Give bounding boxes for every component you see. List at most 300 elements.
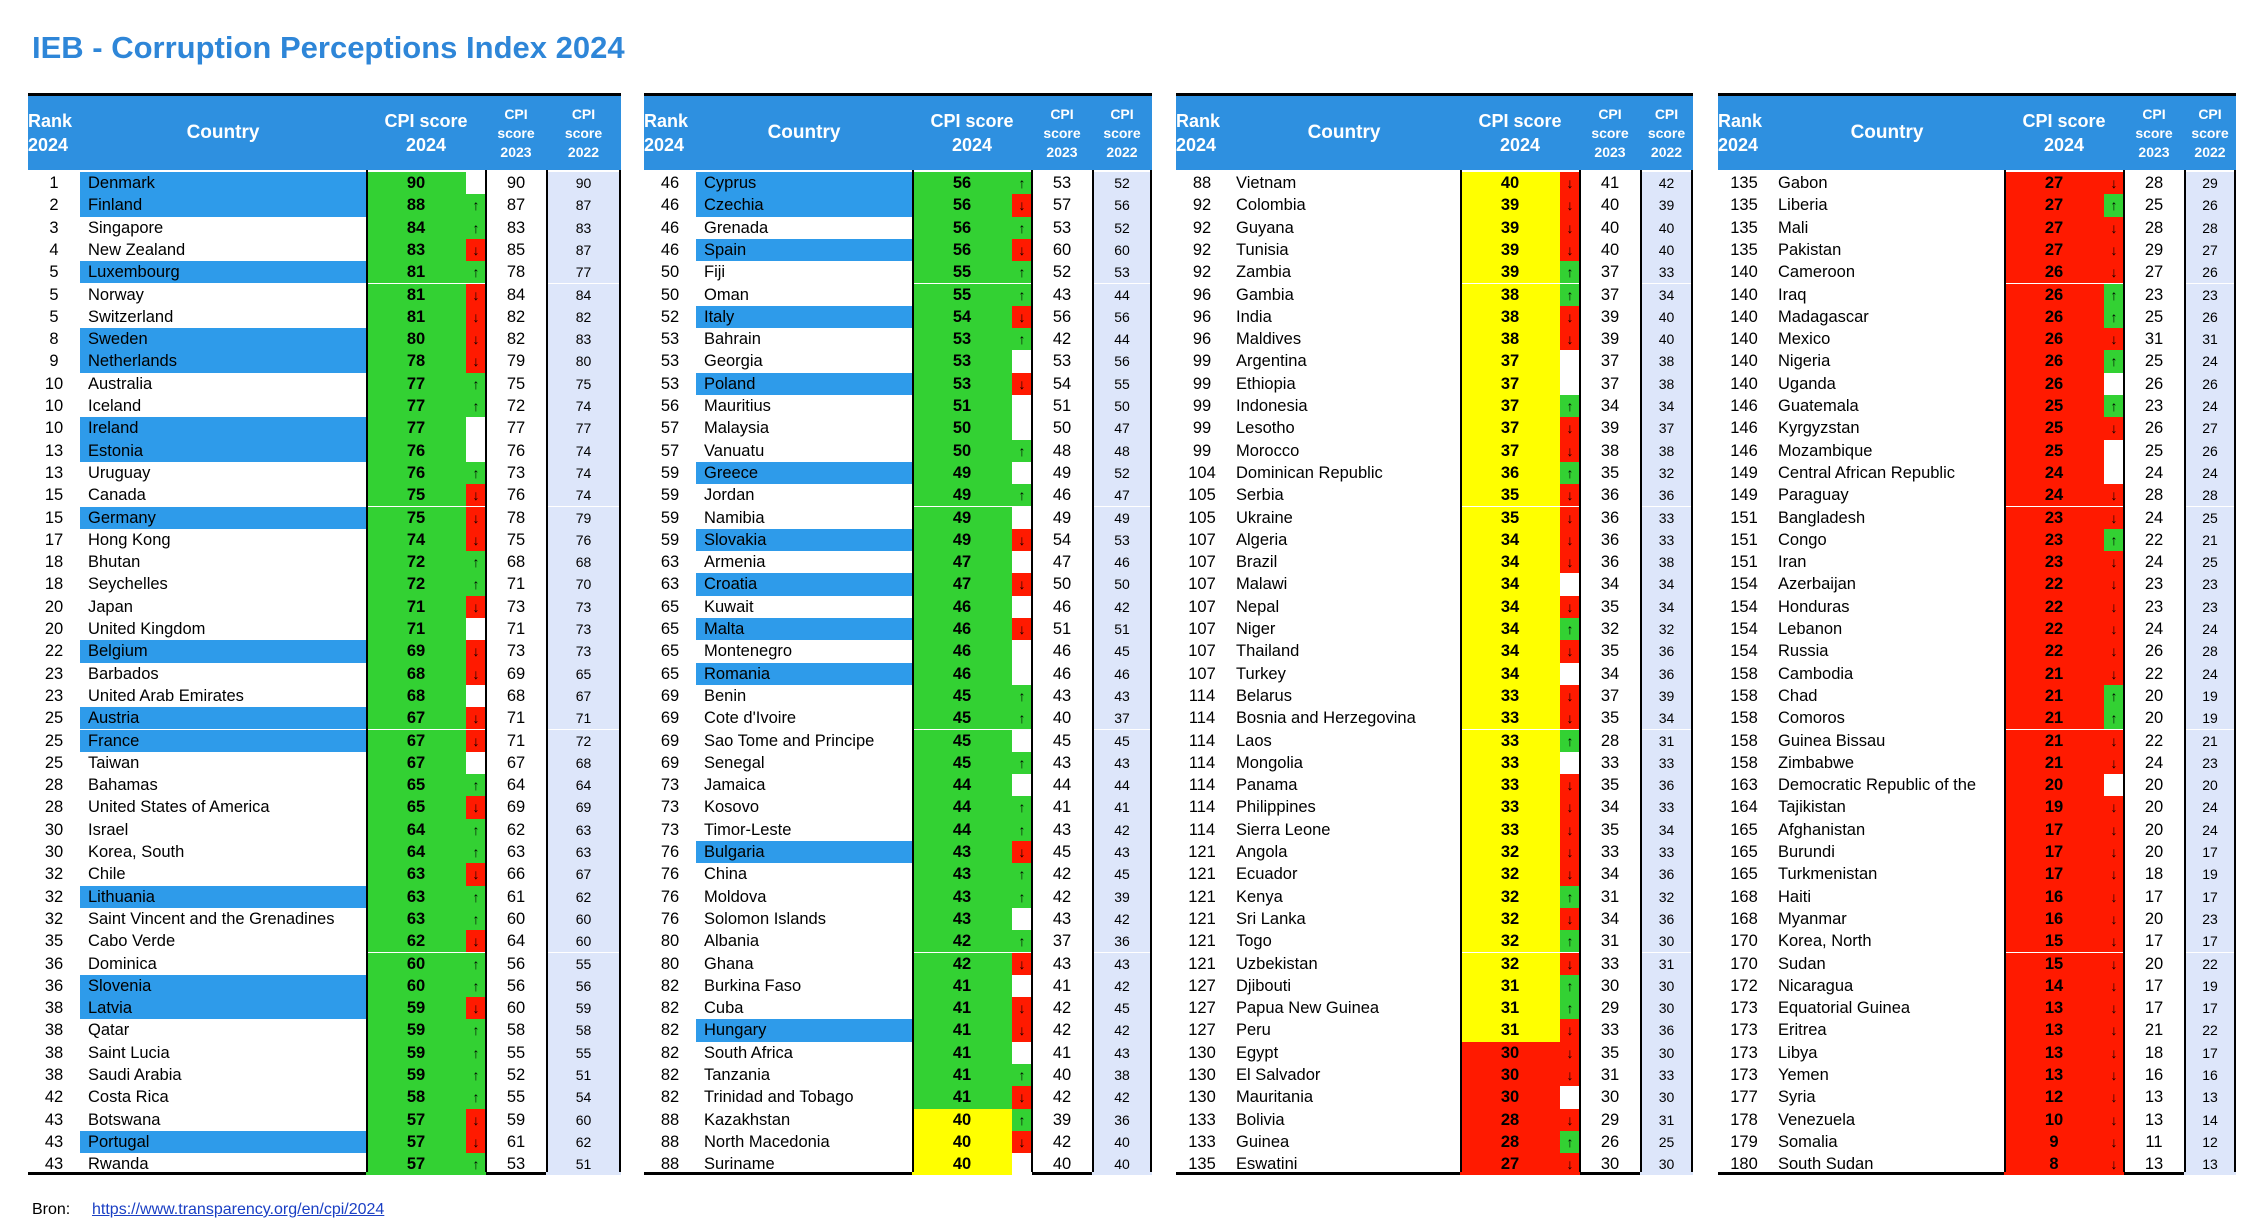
- trend-neutral: [1560, 752, 1580, 774]
- score-2023-cell: 75: [506, 530, 526, 549]
- arrow-down-icon: ↓: [1012, 529, 1032, 551]
- rank-cell: 57: [660, 419, 680, 438]
- table-row: [644, 1042, 1152, 1064]
- header-text-line: CPI score: [2022, 111, 2106, 131]
- arrow-up-icon: ↑: [1012, 284, 1032, 306]
- arrow-down-icon: ↓: [2104, 596, 2124, 618]
- score-2023-cell: 47: [1052, 553, 1072, 572]
- score-2024-cell: 39: [1460, 239, 1560, 261]
- score-2023-cell: 61: [506, 1132, 526, 1151]
- rank-cell: 177: [1730, 1088, 1758, 1107]
- score-2024-cell: 39: [1460, 217, 1560, 239]
- score-2022-cell: 34: [1640, 573, 1693, 595]
- country-cell: Israel: [88, 820, 129, 839]
- score-2023-cell: 40: [1600, 218, 1620, 237]
- table-row: [1176, 752, 1693, 774]
- country-cell-eu: Slovenia: [80, 975, 366, 997]
- header-rank-text: [644, 109, 688, 157]
- score-2023-cell: 82: [506, 330, 526, 349]
- score-2022-cell: 55: [546, 953, 621, 975]
- score-2022-cell: 56: [1092, 194, 1152, 216]
- country-cell: Lesotho: [1236, 419, 1295, 438]
- score-2022-cell: 27: [2184, 417, 2236, 439]
- rank-cell: 92: [1192, 263, 1212, 282]
- country-cell-eu: Czechia: [696, 194, 912, 216]
- country-cell: Burkina Faso: [704, 976, 802, 995]
- arrow-down-icon: ↓: [1012, 953, 1032, 975]
- country-cell: Bahamas: [88, 776, 158, 795]
- country-cell: Kuwait: [704, 597, 754, 616]
- score-2022-cell: 26: [2184, 373, 2236, 395]
- score-2024-cell: 40: [1460, 172, 1560, 194]
- country-cell: Ghana: [704, 954, 754, 973]
- trend-neutral: [466, 172, 486, 194]
- score-2023-cell: 28: [2144, 486, 2164, 505]
- table-row: [28, 484, 621, 506]
- score-2023-cell: 28: [2144, 218, 2164, 237]
- arrow-down-icon: ↓: [1012, 618, 1032, 640]
- country-cell: Barbados: [88, 664, 159, 683]
- score-2023-cell: 17: [2144, 932, 2164, 951]
- score-2024-cell: 62: [366, 930, 466, 952]
- rank-cell: 30: [44, 843, 64, 861]
- score-2024-cell: 60: [366, 953, 466, 975]
- score-2024-cell: 34: [1460, 529, 1560, 551]
- score-2023-cell: 31: [1600, 932, 1620, 951]
- score-2024-cell: 30: [1460, 1086, 1560, 1108]
- arrow-down-icon: ↓: [1012, 1086, 1032, 1108]
- score-2023-cell: 77: [506, 419, 526, 438]
- country-cell: New Zealand: [88, 240, 186, 259]
- score-2024-cell: 30: [1460, 1064, 1560, 1086]
- arrow-down-icon: ↓: [1560, 774, 1580, 796]
- score-2024-cell: 59: [366, 1042, 466, 1064]
- score-2022-cell: 54: [546, 1086, 621, 1108]
- score-2022-cell: 32: [1640, 618, 1693, 640]
- header-text-line: 2024: [1718, 135, 1759, 155]
- table-row: [28, 908, 621, 930]
- rank-cell: 20: [44, 597, 64, 616]
- arrow-up-icon: ↑: [466, 1042, 486, 1064]
- score-2022-cell: 30: [1640, 930, 1693, 952]
- score-2022-cell: 74: [546, 484, 621, 506]
- score-2024-cell: 49: [912, 462, 1012, 484]
- score-2024-cell: 51: [912, 395, 1012, 417]
- country-cell: India: [1236, 307, 1272, 326]
- country-cell: Serbia: [1236, 486, 1284, 505]
- score-2023-cell: 33: [1600, 1021, 1620, 1040]
- score-2022-cell: 41: [1092, 796, 1152, 818]
- score-2024-cell: 34: [1460, 596, 1560, 618]
- table-row: [28, 217, 621, 239]
- table-row: [28, 685, 621, 707]
- header-score-2024: [362, 96, 490, 170]
- rank-cell: 140: [1730, 307, 1758, 326]
- rank-cell: 135: [1730, 174, 1758, 192]
- trend-neutral: [1560, 663, 1580, 685]
- score-2022-cell: 83: [546, 217, 621, 239]
- score-2022-cell: 48: [1092, 440, 1152, 462]
- score-2022-cell: 25: [2184, 507, 2236, 529]
- score-2024-cell: 22: [2004, 618, 2104, 640]
- table-row: [1718, 1019, 2236, 1041]
- country-cell: Mauritania: [1236, 1088, 1314, 1107]
- header-score-2023-text: [497, 105, 534, 162]
- table-row: [1718, 819, 2236, 841]
- table-row: [1718, 239, 2236, 261]
- rank-cell: 38: [44, 999, 64, 1018]
- country-cell-eu: Latvia: [80, 997, 366, 1019]
- country-cell: Malawi: [1236, 575, 1288, 594]
- table-row: [28, 261, 621, 283]
- arrow-down-icon: ↓: [466, 306, 486, 328]
- score-2022-cell: 60: [546, 1109, 621, 1131]
- header-score-2022: [2184, 96, 2236, 170]
- score-2024-cell: 58: [366, 1086, 466, 1108]
- arrow-down-icon: ↓: [1560, 953, 1580, 975]
- score-2024-cell: 41: [912, 1064, 1012, 1086]
- score-2023-cell: 71: [506, 731, 526, 750]
- country-cell: Cameroon: [1778, 263, 1856, 282]
- rank-cell: 107: [1188, 620, 1216, 638]
- arrow-up-icon: ↑: [1012, 685, 1032, 707]
- rank-cell: 146: [1730, 397, 1758, 415]
- score-2024-cell: 33: [1460, 707, 1560, 729]
- country-cell: Hong Kong: [88, 530, 171, 549]
- rank-cell: 140: [1730, 263, 1758, 282]
- score-2022-cell: 13: [2184, 1086, 2236, 1108]
- score-2022-cell: 36: [1640, 484, 1693, 506]
- rank-cell: 170: [1730, 954, 1758, 973]
- score-2023-cell: 43: [1052, 820, 1072, 839]
- country-cell: Zambia: [1236, 263, 1292, 282]
- arrow-up-icon: ↑: [1012, 886, 1032, 908]
- score-2022-cell: 39: [1640, 685, 1693, 707]
- table-row: [644, 440, 1152, 462]
- score-2024-cell: 21: [2004, 707, 2104, 729]
- score-2022-cell: 72: [546, 730, 621, 752]
- table-row: [1176, 239, 1693, 261]
- score-2024-cell: 88: [366, 194, 466, 216]
- country-cell: Bosnia and Herzegovina: [1236, 709, 1416, 728]
- rank-cell: 172: [1730, 976, 1758, 995]
- table-row: [1718, 596, 2236, 618]
- score-2024-cell: 21: [2004, 730, 2104, 752]
- rank-cell: 65: [660, 597, 680, 616]
- score-2024-cell: 46: [912, 640, 1012, 662]
- score-2023-cell: 78: [506, 263, 526, 282]
- rank-cell: 158: [1730, 686, 1758, 705]
- rank-cell: 140: [1730, 374, 1758, 393]
- score-2023-cell: 23: [2144, 575, 2164, 594]
- arrow-down-icon: ↓: [1012, 194, 1032, 216]
- table-row: [28, 886, 621, 908]
- score-2023-cell: 43: [1052, 686, 1072, 705]
- score-2023-cell: 72: [506, 397, 526, 415]
- score-2022-cell: 30: [1640, 1153, 1693, 1175]
- rank-cell: 135: [1730, 196, 1758, 215]
- country-cell-eu: Cyprus: [696, 172, 912, 194]
- rank-cell: 164: [1730, 798, 1758, 817]
- score-2023-cell: 30: [1600, 1155, 1620, 1174]
- score-2024-cell: 13: [2004, 997, 2104, 1019]
- arrow-up-icon: ↑: [1012, 752, 1032, 774]
- arrow-down-icon: ↓: [1560, 306, 1580, 328]
- rank-cell: 168: [1730, 887, 1758, 906]
- table-row: [644, 953, 1152, 975]
- trend-neutral: [466, 752, 486, 774]
- score-2022-cell: 67: [546, 685, 621, 707]
- score-2022-cell: 45: [1092, 730, 1152, 752]
- trend-neutral: [1012, 774, 1032, 796]
- arrow-up-icon: ↑: [2104, 306, 2124, 328]
- table-row: [644, 841, 1152, 863]
- table-row: [1176, 395, 1693, 417]
- rank-cell: 15: [44, 486, 64, 505]
- rank-cell: 165: [1730, 820, 1758, 839]
- score-2023-cell: 20: [2144, 843, 2164, 861]
- rank-cell: 180: [1730, 1155, 1758, 1174]
- country-cell: Tunisia: [1236, 240, 1289, 259]
- country-cell: Chile: [88, 865, 126, 884]
- table-row: [1176, 350, 1693, 372]
- rank-cell: 121: [1188, 932, 1216, 951]
- score-2022-cell: 52: [1092, 462, 1152, 484]
- score-2022-cell: 34: [1640, 395, 1693, 417]
- header-text-line: 2023: [500, 143, 532, 160]
- country-cell-eu: Slovakia: [696, 529, 912, 551]
- country-cell: Moldova: [704, 887, 767, 906]
- score-2023-cell: 30: [1600, 976, 1620, 995]
- score-2023-cell: 53: [1052, 218, 1072, 237]
- source-link[interactable]: https://www.transparency.org/en/cpi/2024: [92, 1201, 385, 1218]
- arrow-up-icon: ↑: [466, 194, 486, 216]
- score-2024-cell: 17: [2004, 819, 2104, 841]
- country-cell: Afghanistan: [1778, 820, 1866, 839]
- header-score-2022: [1092, 96, 1152, 170]
- score-2024-cell: 39: [1460, 261, 1560, 283]
- table-row: [1176, 440, 1693, 462]
- header-score-2023: [1580, 96, 1640, 170]
- score-2024-cell: 47: [912, 573, 1012, 595]
- table-row: [28, 551, 621, 573]
- country-cell: Philippines: [1236, 798, 1316, 817]
- score-2024-cell: 32: [1460, 886, 1560, 908]
- score-2022-cell: 40: [1640, 306, 1693, 328]
- score-2023-cell: 40: [1600, 196, 1620, 215]
- score-2022-cell: 28: [2184, 640, 2236, 662]
- table-row: [644, 863, 1152, 885]
- score-2022-cell: 33: [1640, 841, 1693, 863]
- score-2023-cell: 37: [1600, 352, 1620, 371]
- rank-cell: 32: [44, 909, 64, 928]
- score-2023-cell: 24: [2144, 553, 2164, 572]
- score-2024-cell: 49: [912, 484, 1012, 506]
- country-cell: Ethiopia: [1236, 374, 1296, 393]
- table-row: [28, 953, 621, 975]
- rank-cell: 53: [660, 330, 680, 349]
- score-2023-cell: 71: [506, 620, 526, 638]
- table-row: [644, 261, 1152, 283]
- trend-neutral: [1012, 350, 1032, 372]
- country-cell: Tanzania: [704, 1066, 771, 1084]
- rank-cell: 92: [1192, 218, 1212, 237]
- header-score-2023: [1032, 96, 1092, 170]
- score-2023-cell: 32: [1600, 620, 1620, 638]
- score-2024-cell: 38: [1460, 284, 1560, 306]
- arrow-down-icon: ↓: [466, 328, 486, 350]
- arrow-down-icon: ↓: [1560, 908, 1580, 930]
- score-2022-cell: 42: [1092, 819, 1152, 841]
- header-country: [1770, 96, 2004, 170]
- score-2022-cell: 31: [1640, 953, 1693, 975]
- score-2022-cell: 36: [1640, 663, 1693, 685]
- table-row: [1718, 953, 2236, 975]
- trend-neutral: [466, 618, 486, 640]
- table-row: [644, 1019, 1152, 1041]
- rank-cell: 107: [1188, 575, 1216, 594]
- score-2022-cell: 25: [1640, 1131, 1693, 1153]
- header-text-line: Rank: [28, 111, 73, 131]
- score-2022-cell: 17: [2184, 841, 2236, 863]
- table-row: [28, 640, 621, 662]
- score-2022-cell: 23: [2184, 752, 2236, 774]
- arrow-down-icon: ↓: [2104, 953, 2124, 975]
- arrow-down-icon: ↓: [2104, 1086, 2124, 1108]
- score-2024-cell: 39: [1460, 194, 1560, 216]
- country-cell-eu: Hungary: [696, 1019, 912, 1041]
- arrow-down-icon: ↓: [2104, 618, 2124, 640]
- rank-cell: 133: [1188, 1110, 1216, 1129]
- header-text-line: CPI: [1110, 105, 1134, 122]
- table-row: [644, 573, 1152, 595]
- arrow-down-icon: ↓: [1560, 1019, 1580, 1041]
- table-row: [28, 507, 621, 529]
- country-cell: Kyrgyzstan: [1778, 419, 1860, 438]
- arrow-down-icon: ↓: [1560, 596, 1580, 618]
- ranking-table-4: [1718, 93, 2236, 1175]
- score-2024-cell: 24: [2004, 484, 2104, 506]
- country-cell: Armenia: [704, 553, 766, 572]
- score-2022-cell: 56: [1092, 350, 1152, 372]
- table-row: [1718, 507, 2236, 529]
- rank-cell: 10: [44, 419, 64, 438]
- trend-neutral: [1012, 640, 1032, 662]
- table-row: [1718, 395, 2236, 417]
- rank-cell: 43: [44, 1155, 64, 1174]
- score-2024-cell: 40: [912, 1109, 1012, 1131]
- country-cell: Guinea Bissau: [1778, 731, 1886, 750]
- arrow-down-icon: ↓: [1012, 573, 1032, 595]
- table-row: [1176, 373, 1693, 395]
- score-2022-cell: 73: [546, 618, 621, 640]
- country-cell-eu: Belgium: [80, 640, 366, 662]
- rank-cell: 52: [660, 307, 680, 326]
- header-country-text: Country: [1307, 122, 1381, 143]
- score-2023-cell: 85: [506, 240, 526, 259]
- table-row: [1176, 573, 1693, 595]
- country-cell: China: [704, 865, 748, 884]
- arrow-down-icon: ↓: [1012, 841, 1032, 863]
- country-cell: Egypt: [1236, 1043, 1279, 1062]
- score-2024-cell: 77: [366, 417, 466, 439]
- country-cell: Laos: [1236, 731, 1272, 750]
- score-2024-cell: 33: [1460, 774, 1560, 796]
- score-2022-cell: 50: [1092, 573, 1152, 595]
- table-row: [644, 1064, 1152, 1086]
- score-2023-cell: 13: [2144, 1155, 2164, 1174]
- trend-neutral: [1012, 596, 1032, 618]
- arrow-down-icon: ↓: [1560, 1153, 1580, 1175]
- country-cell: Montenegro: [704, 642, 793, 661]
- score-2024-cell: 43: [912, 841, 1012, 863]
- table-row: [644, 975, 1152, 997]
- score-2024-cell: 36: [1460, 462, 1560, 484]
- score-2024-cell: 26: [2004, 328, 2104, 350]
- score-2024-cell: 13: [2004, 1064, 2104, 1086]
- table-row: [28, 1086, 621, 1108]
- table-row: [1176, 1109, 1693, 1131]
- arrow-down-icon: ↓: [2104, 1109, 2124, 1131]
- arrow-down-icon: ↓: [1012, 373, 1032, 395]
- header-text-line: CPI: [2142, 105, 2166, 122]
- score-2022-cell: 42: [1092, 1019, 1152, 1041]
- score-2022-cell: 19: [2184, 863, 2236, 885]
- score-2024-cell: 75: [366, 507, 466, 529]
- score-2024-cell: 28: [1460, 1109, 1560, 1131]
- table-row: [1176, 306, 1693, 328]
- score-2022-cell: 24: [2184, 663, 2236, 685]
- rank-cell: 22: [44, 642, 64, 661]
- score-2024-cell: 10: [2004, 1109, 2104, 1131]
- score-2022-cell: 53: [1092, 261, 1152, 283]
- rank-cell: 88: [660, 1132, 680, 1151]
- score-2022-cell: 44: [1092, 774, 1152, 796]
- table-row: [644, 395, 1152, 417]
- rank-cell: 179: [1730, 1132, 1758, 1151]
- rank-cell: 63: [660, 575, 680, 594]
- score-2024-cell: 42: [912, 930, 1012, 952]
- table-row: [1176, 796, 1693, 818]
- table-row: [644, 730, 1152, 752]
- score-2024-cell: 55: [912, 261, 1012, 283]
- table-row: [1176, 484, 1693, 506]
- score-2022-cell: 43: [1092, 841, 1152, 863]
- table-row: [28, 284, 621, 306]
- header-score-2024: [1456, 96, 1584, 170]
- score-2023-cell: 53: [1052, 352, 1072, 371]
- header-rank-text: [28, 109, 72, 157]
- rank-cell: 168: [1730, 909, 1758, 928]
- rank-cell: 178: [1730, 1110, 1758, 1129]
- rank-cell: 114: [1188, 731, 1216, 750]
- score-2022-cell: 45: [1092, 863, 1152, 885]
- rank-cell: 130: [1188, 1088, 1216, 1107]
- score-2024-cell: 45: [912, 730, 1012, 752]
- score-2024-cell: 56: [912, 172, 1012, 194]
- score-2023-cell: 38: [1600, 441, 1620, 460]
- rank-cell: 158: [1730, 664, 1758, 683]
- score-2023-cell: 46: [1052, 486, 1072, 505]
- country-cell-eu: Finland: [80, 194, 366, 216]
- country-cell: Mauritius: [704, 397, 771, 415]
- table-row: [644, 1131, 1152, 1153]
- table-row: [28, 730, 621, 752]
- score-2024-cell: 12: [2004, 1086, 2104, 1108]
- score-2022-cell: 87: [546, 239, 621, 261]
- score-2024-cell: 77: [366, 373, 466, 395]
- score-2024-cell: 34: [1460, 618, 1560, 640]
